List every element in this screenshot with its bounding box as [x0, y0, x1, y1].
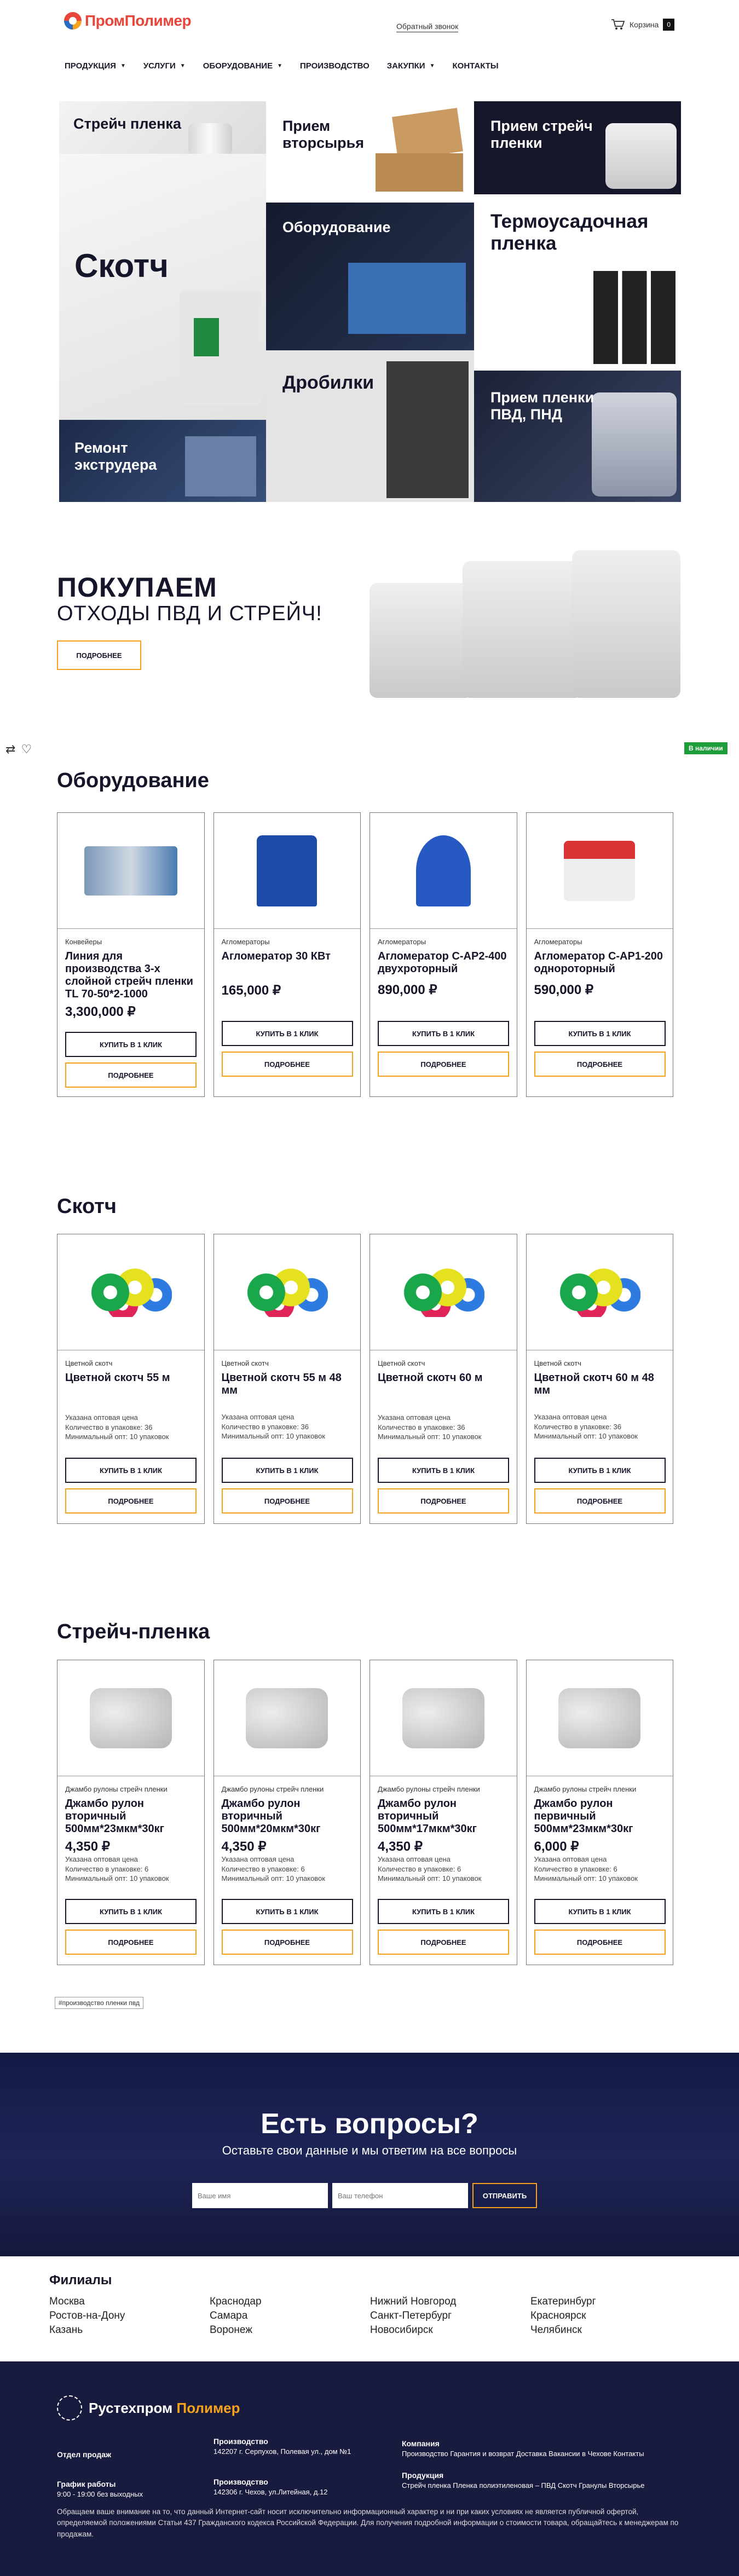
lathe-image [348, 263, 466, 334]
product-price: 890,000 ₽ [378, 983, 437, 997]
tile-pvd-pnd-intake[interactable] [474, 371, 681, 502]
nav-item-contacts[interactable] [453, 61, 499, 71]
footer-production-address: 142207 г. Серпухов, Полевая ул., дом №1 [213, 2447, 351, 2456]
buy-one-click-button[interactable]: КУПИТЬ В 1 КЛИК [534, 1458, 666, 1483]
nav-item-purchases[interactable] [387, 61, 435, 71]
tile-label: Ремонт экструдера [74, 440, 157, 473]
more-button[interactable]: ПОДРОБНЕЕ [534, 1930, 666, 1955]
product-name[interactable]: Цветной скотч 60 м [378, 1372, 483, 1384]
product-price: 165,000 ₽ [221, 983, 281, 998]
chevron-down-icon: ▼ [429, 63, 435, 69]
product-card[interactable] [57, 1234, 205, 1524]
branch-city[interactable]: Казань [49, 2324, 83, 2336]
more-button[interactable]: ПОДРОБНЕЕ [65, 1062, 197, 1088]
branch-city[interactable]: Воронеж [210, 2324, 252, 2336]
product-category: Джамбо рулоны стрейч пленки [534, 1785, 637, 1793]
product-category: Цветной скотч [378, 1359, 425, 1367]
logo-text: ПромПолимер [85, 12, 192, 29]
product-image [57, 1660, 204, 1776]
footer-products-links[interactable]: Стрейч пленка Пленка полиэтиленовая – ПВД Скотч Гранулы Вторсырье [402, 2481, 645, 2490]
product-category: Джамбо рулоны стрейч пленки [221, 1785, 324, 1793]
product-image [370, 1234, 517, 1350]
footer-logo-text: Рустехпром Полимер [89, 2399, 240, 2416]
cart-label: Корзина [630, 20, 659, 29]
product-name[interactable]: Джамбо рулон вторичный 500мм*20мкм*30кг [221, 1798, 321, 1835]
branches-list [49, 2296, 684, 2336]
tile-label: Прием стрейч пленки [490, 118, 593, 152]
chevron-down-icon: ▼ [277, 63, 282, 69]
tile-label: Термоусадочная пленка [490, 211, 649, 255]
buy-one-click-button[interactable]: КУПИТЬ В 1 КЛИК [222, 1021, 353, 1046]
promo-more-button[interactable]: ПОДРОБНЕЕ [57, 640, 141, 670]
product-name[interactable]: Агломератор 30 КВт [221, 950, 331, 962]
more-button[interactable]: ПОДРОБНЕЕ [534, 1488, 666, 1514]
section-title-equipment: Оборудование [57, 769, 209, 792]
more-button[interactable]: ПОДРОБНЕЕ [222, 1488, 353, 1514]
cart-icon [611, 19, 625, 31]
product-image [370, 813, 517, 929]
footer-company-title: Компания [402, 2439, 440, 2448]
product-price: 590,000 ₽ [534, 983, 594, 997]
product-price: 3,300,000 ₽ [65, 1004, 136, 1019]
product-price: 4,350 ₽ [65, 1839, 110, 1854]
site-footer [0, 2361, 739, 2576]
product-notes: Указана оптовая цена Количество в упаковке: 6 Минимальный опт: 10 упаковок [65, 1855, 169, 1883]
product-card[interactable] [57, 812, 205, 1097]
product-notes: Указана оптовая цена Количество в упаковке: 6 Минимальный опт: 10 упаковок [534, 1855, 638, 1883]
buy-one-click-button[interactable]: КУПИТЬ В 1 КЛИК [534, 1021, 666, 1046]
more-button[interactable]: ПОДРОБНЕЕ [222, 1930, 353, 1955]
product-name[interactable]: Цветной скотч 55 м 48 мм [221, 1372, 342, 1396]
footer-products-title: Продукция [402, 2471, 444, 2480]
product-notes: Указана оптовая цена Количество в упаковке: 36 Минимальный опт: 10 упаковок [221, 1413, 325, 1441]
tile-extruder-repair[interactable] [59, 420, 266, 502]
film-bale-image [605, 123, 677, 189]
cardboard-image [376, 153, 463, 192]
nav-label: УСЛУГИ [143, 61, 176, 71]
product-price: 4,350 ₽ [378, 1839, 423, 1854]
footer-company [402, 2438, 686, 2459]
more-button[interactable]: ПОДРОБНЕЕ [534, 1052, 666, 1077]
product-category: Конвейеры [65, 938, 102, 946]
tape-label-image [194, 318, 219, 356]
nav-label: ПРОИЗВОДСТВО [299, 61, 370, 71]
site-logo[interactable] [64, 12, 191, 30]
submit-button[interactable]: ОТПРАВИТЬ [472, 2183, 537, 2208]
footer-production-2 [213, 2476, 361, 2498]
buy-one-click-button[interactable]: КУПИТЬ В 1 КЛИК [378, 1899, 509, 1924]
section-title-tape: Скотч [57, 1195, 117, 1218]
buy-one-click-button[interactable]: КУПИТЬ В 1 КЛИК [378, 1021, 509, 1046]
product-image [57, 1234, 204, 1350]
tile-label: Оборудование [282, 219, 391, 235]
tile-stretch-film[interactable] [59, 101, 266, 154]
chevron-down-icon: ▼ [120, 63, 126, 69]
branch-city[interactable]: Ростов-на-Дону [49, 2310, 125, 2321]
category-tiles [59, 101, 681, 502]
product-notes: Указана оптовая цена Количество в упаковке: 36 Минимальный опт: 10 упаковок [534, 1413, 638, 1441]
cardboard-image [392, 108, 463, 160]
footer-products [402, 2470, 686, 2491]
tile-label: Скотч [74, 247, 169, 284]
product-name[interactable]: Цветной скотч 60 м 48 мм [534, 1372, 654, 1396]
tape-grid [57, 1234, 673, 1524]
product-category: Джамбо рулоны стрейч пленки [378, 1785, 480, 1793]
main-nav [65, 61, 516, 71]
tile-tape[interactable] [59, 154, 266, 420]
callback-link[interactable]: Обратный звонок [396, 22, 458, 32]
footer-production-address: 142306 г. Чехов, ул.Литейная, д.12 [213, 2488, 328, 2497]
tile-label: Стрейч пленка [73, 115, 181, 132]
product-card[interactable] [370, 1660, 517, 1965]
product-image [214, 1234, 361, 1350]
nav-item-equipment[interactable] [203, 61, 282, 71]
branch-city[interactable]: Челябинск [530, 2324, 582, 2336]
contact-form [192, 2183, 537, 2208]
branch-city[interactable]: Москва [49, 2296, 85, 2307]
footer-sales [57, 2449, 111, 2460]
branch-city[interactable]: Нижний Новгород [370, 2296, 457, 2307]
seo-tag[interactable]: #производство пленки пвд [55, 1997, 143, 2009]
branch-city[interactable]: Красноярск [530, 2310, 586, 2321]
product-name[interactable]: Агломератор С-АР2-400 двухроторный [378, 950, 507, 975]
product-category: Цветной скотч [221, 1359, 269, 1367]
branch-city[interactable]: Санкт-Петербург [370, 2310, 452, 2321]
section-title-stretch-film: Стрейч-пленка [57, 1620, 210, 1643]
branches-title: Филиалы [49, 2273, 112, 2288]
extruder-image [185, 436, 256, 496]
questions-subtitle: Оставьте свои данные и мы ответим на все вопросы [222, 2144, 517, 2157]
footer-production-1 [213, 2436, 361, 2457]
tile-label: Дробилки [282, 372, 374, 393]
more-button[interactable]: ПОДРОБНЕЕ [378, 1052, 509, 1077]
tile-label: Прием пленки ПВД, ПНД [490, 389, 594, 423]
equipment-grid [57, 812, 673, 1097]
buy-one-click-button[interactable]: КУПИТЬ В 1 КЛИК [65, 1899, 197, 1924]
nav-label: ЗАКУПКИ [386, 61, 425, 71]
buy-one-click-button[interactable]: КУПИТЬ В 1 КЛИК [65, 1458, 197, 1483]
name-input[interactable]: Ваше имя [192, 2183, 328, 2208]
in-stock-badge: В наличии [684, 742, 728, 754]
product-name[interactable]: Линия для производства 3-х слойной стрейч пленки TL 70-50*2-1000 [65, 950, 193, 1000]
more-button[interactable]: ПОДРОБНЕЕ [65, 1930, 197, 1955]
product-card[interactable] [526, 1234, 674, 1524]
more-button[interactable]: ПОДРОБНЕЕ [378, 1930, 509, 1955]
product-image [527, 1234, 673, 1350]
product-notes: Указана оптовая цена Количество в упаковке: 36 Минимальный опт: 10 упаковок [65, 1413, 169, 1441]
more-button[interactable]: ПОДРОБНЕЕ [65, 1488, 197, 1514]
cart-count-badge: 0 [663, 19, 674, 31]
tile-recycling-intake[interactable] [266, 101, 474, 203]
site-header [0, 0, 739, 101]
branch-city[interactable]: Самара [210, 2310, 248, 2321]
footer-production-title: Производство [213, 2437, 268, 2446]
product-card[interactable] [526, 1660, 674, 1965]
nav-item-services[interactable] [143, 61, 186, 71]
phone-input[interactable]: Ваш телефон [332, 2183, 468, 2208]
product-image [527, 813, 673, 929]
branch-city[interactable]: Екатеринбург [530, 2296, 596, 2307]
tile-equipment[interactable] [266, 203, 474, 350]
product-notes: Указана оптовая цена Количество в упаковке: 6 Минимальный опт: 10 упаковок [221, 1855, 325, 1883]
product-price: 6,000 ₽ [534, 1839, 579, 1854]
product-price: 4,350 ₽ [221, 1839, 267, 1854]
product-image [527, 1660, 673, 1776]
product-notes: Указана оптовая цена Количество в упаковке: 6 Минимальный опт: 10 упаковок [378, 1855, 482, 1883]
buy-one-click-button[interactable]: КУПИТЬ В 1 КЛИК [65, 1032, 197, 1057]
product-card[interactable] [370, 1234, 517, 1524]
product-image [214, 813, 361, 929]
film-roll-image [188, 123, 232, 154]
stretch-film-grid [57, 1660, 673, 1965]
product-image [214, 1660, 361, 1776]
footer-production-title: Производство [213, 2477, 268, 2486]
product-card[interactable] [526, 812, 674, 1097]
footer-logo[interactable] [57, 2395, 240, 2421]
product-name[interactable]: Агломератор С-АР1-200 однороторный [534, 950, 663, 975]
product-card[interactable] [57, 1660, 205, 1965]
product-category: Цветной скотч [534, 1359, 581, 1367]
footer-schedule [57, 2479, 143, 2500]
product-name[interactable]: Джамбо рулон вторичный 500мм*23мкм*30кг [65, 1798, 164, 1835]
utility-bar [5, 742, 32, 756]
product-category: Агломераторы [534, 938, 582, 946]
product-card[interactable] [213, 812, 361, 1097]
promo-subtitle: ОТХОДЫ ПВД И СТРЕЙЧ! [57, 602, 322, 625]
product-category: Цветной скотч [65, 1359, 113, 1367]
chevron-down-icon: ▼ [180, 63, 186, 69]
logo-icon [64, 12, 82, 30]
product-image [370, 1660, 517, 1776]
promo-title: ПОКУПАЕМ [57, 572, 217, 603]
more-button[interactable]: ПОДРОБНЕЕ [222, 1052, 353, 1077]
tape-image [180, 291, 262, 406]
more-button[interactable]: ПОДРОБНЕЕ [378, 1488, 509, 1514]
branch-city[interactable]: Краснодар [210, 2296, 262, 2307]
product-category: Агломераторы [378, 938, 426, 946]
tile-shredders[interactable] [266, 350, 474, 502]
bales-image [370, 545, 680, 703]
product-category: Агломераторы [221, 938, 270, 946]
product-image [57, 813, 204, 929]
buy-one-click-button[interactable]: КУПИТЬ В 1 КЛИК [534, 1899, 666, 1924]
nav-item-production[interactable] [300, 61, 370, 71]
tile-shrink-film[interactable] [474, 194, 681, 371]
product-card[interactable] [213, 1234, 361, 1524]
buy-one-click-button[interactable]: КУПИТЬ В 1 КЛИК [378, 1458, 509, 1483]
footer-sales-title[interactable]: Отдел продаж [57, 2450, 111, 2459]
heart-icon[interactable]: ♡ [21, 742, 32, 756]
product-card[interactable] [370, 812, 517, 1097]
product-name[interactable]: Джамбо рулон первичный 500мм*23мкм*30кг [534, 1798, 633, 1835]
nav-label: ПРОДУКЦИЯ [65, 61, 116, 71]
questions-title: Есть вопросы? [261, 2108, 478, 2140]
footer-company-links[interactable]: Производство Гарантия и возврат Доставка Вакансии в Чехове Контакты [402, 2450, 644, 2458]
product-name[interactable]: Джамбо рулон вторичный 500мм*17мкм*30кг [378, 1798, 477, 1835]
nav-label: КОНТАКТЫ [452, 61, 499, 71]
buy-one-click-button[interactable]: КУПИТЬ В 1 КЛИК [222, 1899, 353, 1924]
compare-icon[interactable]: ⇄ [5, 742, 16, 756]
tile-stretch-intake[interactable] [474, 101, 681, 194]
nav-item-products[interactable] [65, 61, 126, 71]
buy-one-click-button[interactable]: КУПИТЬ В 1 КЛИК [222, 1458, 353, 1483]
bottles-image [593, 271, 676, 364]
shredder-image [386, 361, 469, 498]
questions-section [0, 2053, 739, 2256]
footer-disclaimer: Обращаем ваше внимание на то, что данный Интернет-сайт носит исключительно информационный характер и ни при каких условиях не является публичной офертой, определяемой положениями Статьи 437 Гражданского кодекса Российской Федерации. Для получения подробной информации о стоимости товара, обращайтесь к менеджерам по продажам. [57, 2508, 679, 2538]
cart-button[interactable] [611, 19, 674, 31]
product-card[interactable] [213, 1660, 361, 1965]
branch-city[interactable]: Новосибирск [370, 2324, 433, 2336]
product-name[interactable]: Цветной скотч 55 м [65, 1372, 170, 1384]
product-category: Джамбо рулоны стрейч пленки [65, 1785, 168, 1793]
product-notes: Указана оптовая цена Количество в упаковке: 36 Минимальный опт: 10 упаковок [378, 1413, 482, 1441]
footer-schedule-text: 9:00 - 19:00 без выходных [57, 2490, 143, 2499]
footer-schedule-title: График работы [57, 2480, 116, 2488]
tile-label: Прием вторсырья [282, 118, 365, 152]
nav-label: ОБОРУДОВАНИЕ [203, 61, 273, 71]
footer-logo-icon [57, 2395, 82, 2421]
